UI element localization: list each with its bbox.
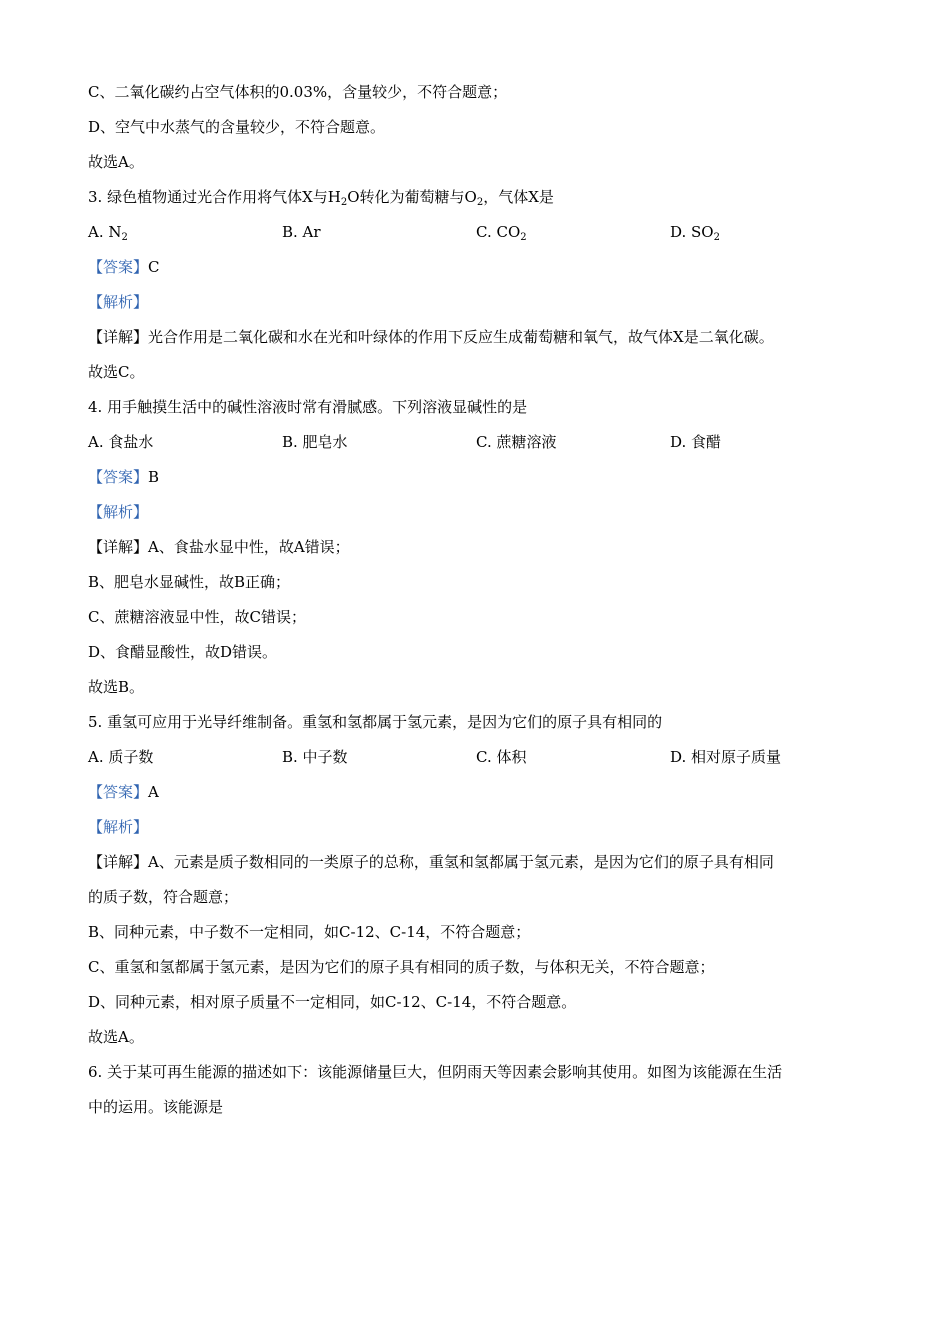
q4-option-a: A. 食盐水: [88, 433, 154, 451]
q3-option-a: A. $N_2$: [88, 223, 128, 243]
q5-detail-a-cont: 的质子数，符合题意；: [88, 888, 239, 906]
q3-stem: 3. 绿色植物通过光合作用将气体X与$H_2O$转化为葡萄糖与$O_2$，气体X是: [88, 188, 554, 208]
q3-answer: 【答案】C: [88, 258, 160, 276]
q5-stem: 5. 重氢可应用于光导纤维制备。重氢和氢都属于氢元素，是因为它们的原子具有相同的: [88, 713, 663, 731]
q4-detail-b: B、肥皂水显碱性，故B正确；: [88, 573, 291, 591]
q4-analysis-tag: 【解析】: [88, 503, 149, 521]
q5-detail-d: D、同种元素，相对原子质量不一定相同，如C-12、C-14，不符合题意。: [88, 993, 577, 1011]
q4-option-c: C. 蔗糖溶液: [476, 433, 557, 451]
q3-analysis-tag: 【解析】: [88, 293, 149, 311]
q4-option-d: D. 食醋: [670, 433, 722, 451]
q6-stem-line-2: 中的运用。该能源是: [88, 1098, 224, 1116]
answer-tag: 【答案】: [88, 258, 149, 276]
q2-conclusion: 故选A。: [88, 153, 144, 171]
q5-option-d: D. 相对原子质量: [670, 748, 782, 766]
answer-tag: 【答案】: [88, 783, 149, 801]
q6-stem-line-1: 6. 关于某可再生能源的描述如下：该能源储量巨大，但阴雨天等因素会影响其使用。如图为该能源在生活: [88, 1063, 783, 1081]
q2-option-c-explanation: C、二氧化碳约占空气体积的0.03%，含量较少，不符合题意；: [88, 83, 508, 101]
q5-detail-b: B、同种元素，中子数不一定相同，如C-12、C-14，不符合题意；: [88, 923, 531, 941]
q5-conclusion: 故选A。: [88, 1028, 144, 1046]
q4-answer: 【答案】B: [88, 468, 160, 486]
q3-option-d: D. $SO_2$: [670, 223, 720, 243]
q3-detail: 【详解】光合作用是二氧化碳和水在光和叶绿体的作用下反应生成葡萄糖和氧气，故气体X是二氧化碳。: [88, 328, 774, 346]
q2-option-d-explanation: D、空气中水蒸气的含量较少，不符合题意。: [88, 118, 386, 136]
q5-detail-a: 【详解】A、元素是质子数相同的一类原子的总称，重氢和氢都属于氢元素，是因为它们的原子具有相同: [88, 853, 774, 871]
q4-detail-c: C、蔗糖溶液显中性，故C错误；: [88, 608, 306, 626]
q5-detail-c: C、重氢和氢都属于氢元素，是因为它们的原子具有相同的质子数，与体积无关，不符合题意；: [88, 958, 715, 976]
q5-option-b: B. 中子数: [282, 748, 348, 766]
q4-detail-d: D、食醋显酸性，故D错误。: [88, 643, 278, 661]
q4-conclusion: 故选B。: [88, 678, 145, 696]
q3-option-b: B. Ar: [282, 223, 321, 241]
answer-tag: 【答案】: [88, 468, 149, 486]
q4-stem: 4. 用手触摸生活中的碱性溶液时常有滑腻感。下列溶液显碱性的是: [88, 398, 528, 416]
q4-detail-a: 【详解】A、食盐水显中性，故A错误；: [88, 538, 350, 556]
q4-option-b: B. 肥皂水: [282, 433, 348, 451]
q5-answer: 【答案】A: [88, 783, 159, 801]
q5-option-a: A. 质子数: [88, 748, 154, 766]
q5-analysis-tag: 【解析】: [88, 818, 149, 836]
q3-conclusion: 故选C。: [88, 363, 145, 381]
q5-option-c: C. 体积: [476, 748, 527, 766]
q3-option-c: C. $CO_2$: [476, 223, 527, 243]
